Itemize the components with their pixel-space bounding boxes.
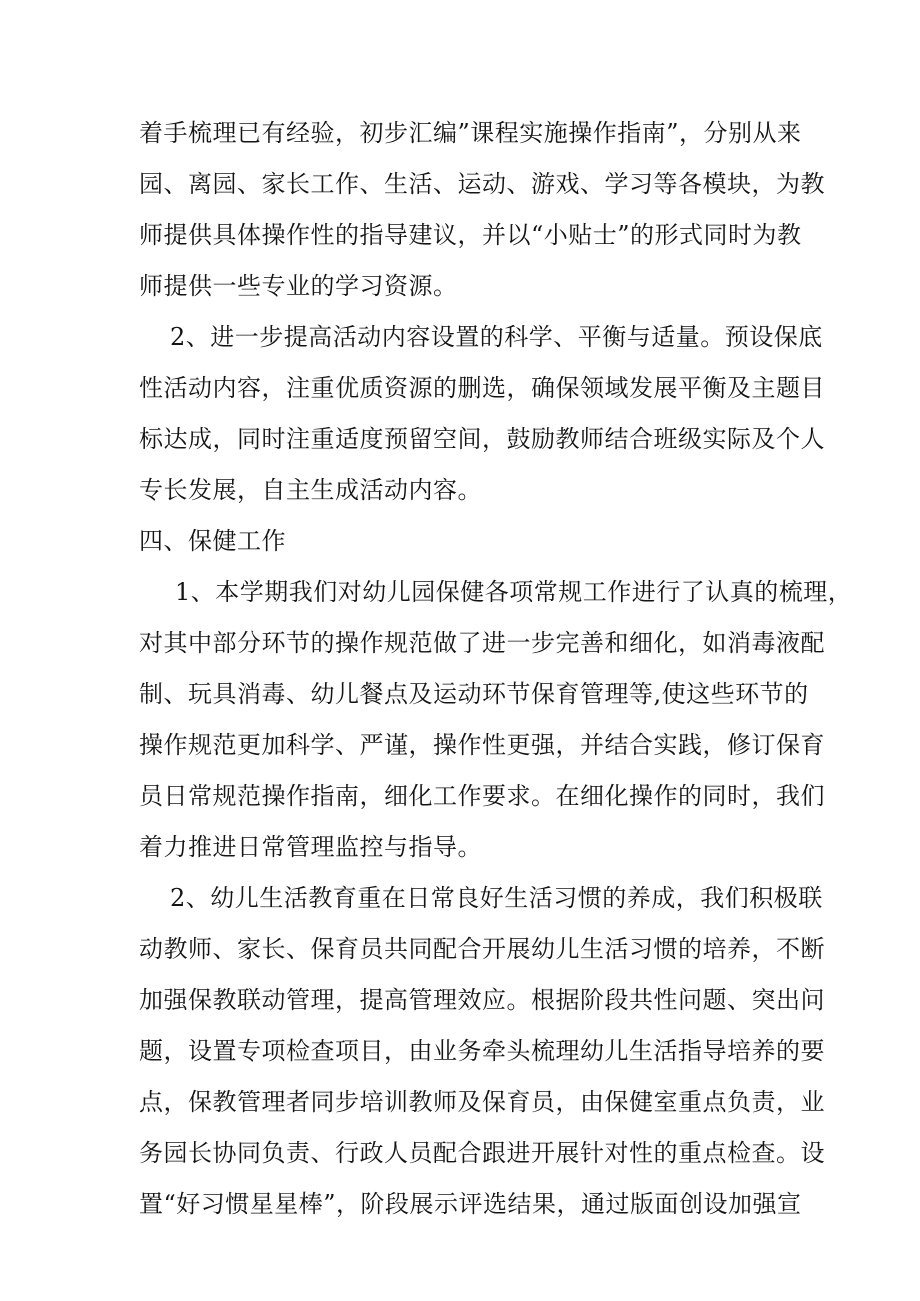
paragraph-start-line: 2、幼儿生活教育重在日常良好生活习惯的养成，我们积极联 <box>170 884 823 912</box>
text-line: 动教师、家长、保育员共同配合开展幼儿生活习惯的培养，不断 <box>139 935 825 963</box>
text-line: 园、离园、家长工作、生活、运动、游戏、学习等各模块，为教 <box>139 170 825 198</box>
text-line: 师提供具体操作性的指导建议，并以“小贴士”的形式同时为教 <box>139 221 802 249</box>
text-line: 师提供一些专业的学习资源。 <box>139 272 458 300</box>
text-line: 着力推进日常管理监控与指导。 <box>139 833 482 861</box>
section-heading: 四、保健工作 <box>139 527 286 555</box>
text-line: 题，设置专项检查项目，由业务牵头梳理幼儿生活指导培养的要 <box>139 1037 825 1065</box>
text-line: 着手梳理已有经验，初步汇编”课程实施操作指南”，分别从来 <box>139 119 802 147</box>
text-line: 加强保教联动管理，提高管理效应。根据阶段共性问题、突出问 <box>139 986 825 1014</box>
text-line: 对其中部分环节的操作规范做了进一步完善和细化，如消毒液配 <box>139 629 825 657</box>
text-line: 制、玩具消毒、幼儿餐点及运动环节保育管理等,使这些环节的 <box>139 680 809 708</box>
text-line: 专长发展，自主生成活动内容。 <box>139 476 482 504</box>
text-line: 务园长协同负责、行政人员配合跟进开展针对性的重点检查。设 <box>139 1139 825 1167</box>
paragraph-start-line: 2、进一步提高活动内容设置的科学、平衡与适量。预设保底 <box>170 323 823 351</box>
paragraph-start-line: 1、本学期我们对幼儿园保健各项常规工作进行了认真的梳理， <box>175 578 853 606</box>
text-line: 操作规范更加科学、严谨，操作性更强，并结合实践，修订保育 <box>139 731 825 759</box>
text-line: 员日常规范操作指南，细化工作要求。在细化操作的同时，我们 <box>139 782 825 810</box>
text-line: 标达成，同时注重适度预留空间，鼓励教师结合班级实际及个人 <box>139 425 825 453</box>
text-line: 性活动内容，注重优质资源的删选，确保领域发展平衡及主题目 <box>139 374 825 402</box>
text-line: 点，保教管理者同步培训教师及保育员，由保健室重点负责，业 <box>139 1088 825 1116</box>
text-line: 置“好习惯星星棒”，阶段展示评选结果，通过版面创设加强宣 <box>139 1190 802 1218</box>
